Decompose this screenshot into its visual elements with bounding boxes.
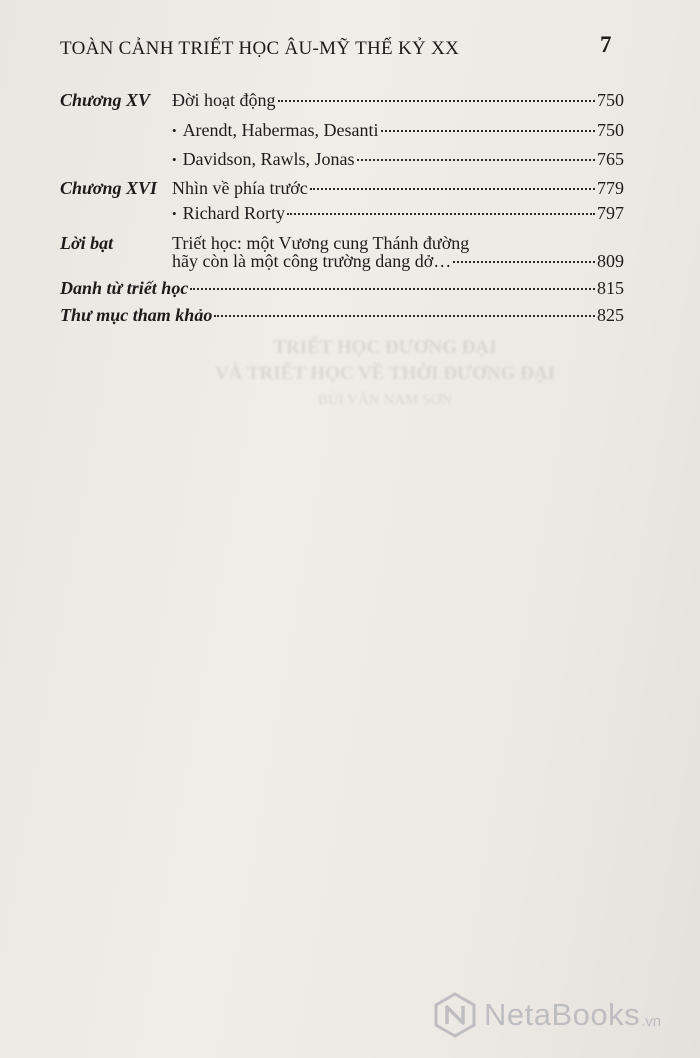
- dot-leader: [310, 188, 595, 190]
- toc-chapter-label: Chương XV: [60, 90, 150, 110]
- toc-entry: [172, 251, 624, 277]
- toc-row-subentry: [0, 149, 700, 175]
- bleed-through-text: [115, 335, 655, 985]
- toc-page-number: 779: [597, 178, 624, 198]
- toc-entry: [172, 178, 624, 204]
- dot-leader: [381, 130, 596, 132]
- running-header-title: TOÀN CẢNH TRIẾT HỌC ÂU-MỸ THẾ KỶ XX: [60, 38, 460, 59]
- toc-page-number: 809: [597, 251, 624, 271]
- toc-entry-title: Nhìn về phía trước: [172, 178, 308, 198]
- toc-entry-title-line2: hãy còn là một công trường dang dở…: [172, 251, 452, 271]
- bullet-icon: •: [172, 123, 177, 138]
- bleed-title-line1: TRIẾT HỌC ĐƯƠNG ĐẠI: [273, 337, 497, 358]
- dot-leader: [357, 159, 595, 161]
- toc-row-chapter-16: [0, 178, 700, 204]
- bleed-title-line2: VÀ TRIẾT HỌC VỀ THỜI ĐƯƠNG ĐẠI: [215, 363, 555, 384]
- toc-entry: [60, 278, 624, 304]
- toc-page-number: 750: [597, 90, 624, 110]
- netabooks-watermark: [432, 990, 682, 1040]
- toc-page-number: 765: [597, 149, 624, 169]
- netabooks-logo-icon: [432, 992, 478, 1038]
- dot-leader: [278, 100, 595, 102]
- toc-entry-title: Đời hoạt động: [172, 90, 276, 110]
- bullet-icon: •: [172, 206, 177, 221]
- toc-chapter-label: Chương XVI: [60, 178, 157, 198]
- toc-row-chapter-15: [0, 90, 700, 116]
- toc-entry-title: Davidson, Rawls, Jonas: [182, 149, 355, 169]
- dot-leader: [190, 288, 595, 290]
- dot-leader: [453, 261, 595, 263]
- bleed-author: BÙI VĂN NAM SƠN: [317, 392, 453, 408]
- toc-entry: [172, 203, 624, 229]
- bullet-icon: •: [172, 152, 177, 167]
- toc-chapter-label: Lời bạt: [60, 233, 114, 253]
- watermark-brand: NetaBooks: [484, 997, 641, 1032]
- toc-row-glossary: [0, 278, 700, 304]
- toc-entry-title: Richard Rorty: [182, 203, 286, 223]
- toc-row-subentry: [0, 203, 700, 229]
- toc-page-number: 825: [597, 305, 624, 325]
- toc-row-bibliography: [0, 305, 700, 331]
- dot-leader: [214, 315, 595, 317]
- toc-entry: [60, 305, 624, 331]
- toc-page-number: 815: [597, 278, 624, 298]
- dot-leader: [287, 213, 595, 215]
- toc-row-subentry: [0, 120, 700, 146]
- toc-chapter-label: Thư mục tham khảo: [60, 305, 213, 325]
- toc-entry-title: Arendt, Habermas, Desanti: [182, 120, 379, 140]
- page-number: 7: [600, 32, 612, 57]
- toc-row-afterword-cont: [0, 251, 700, 277]
- watermark-suffix: .vn: [641, 1012, 662, 1030]
- toc-entry: [172, 120, 624, 146]
- toc-entry: [172, 149, 624, 175]
- toc-entry-title-line1: Triết học: một Vương cung Thánh đường: [172, 233, 470, 253]
- toc-page-number: 797: [597, 203, 624, 223]
- toc-entry: [172, 90, 624, 116]
- toc-chapter-label: Danh từ triết học: [60, 278, 189, 298]
- toc-page-number: 750: [597, 120, 624, 140]
